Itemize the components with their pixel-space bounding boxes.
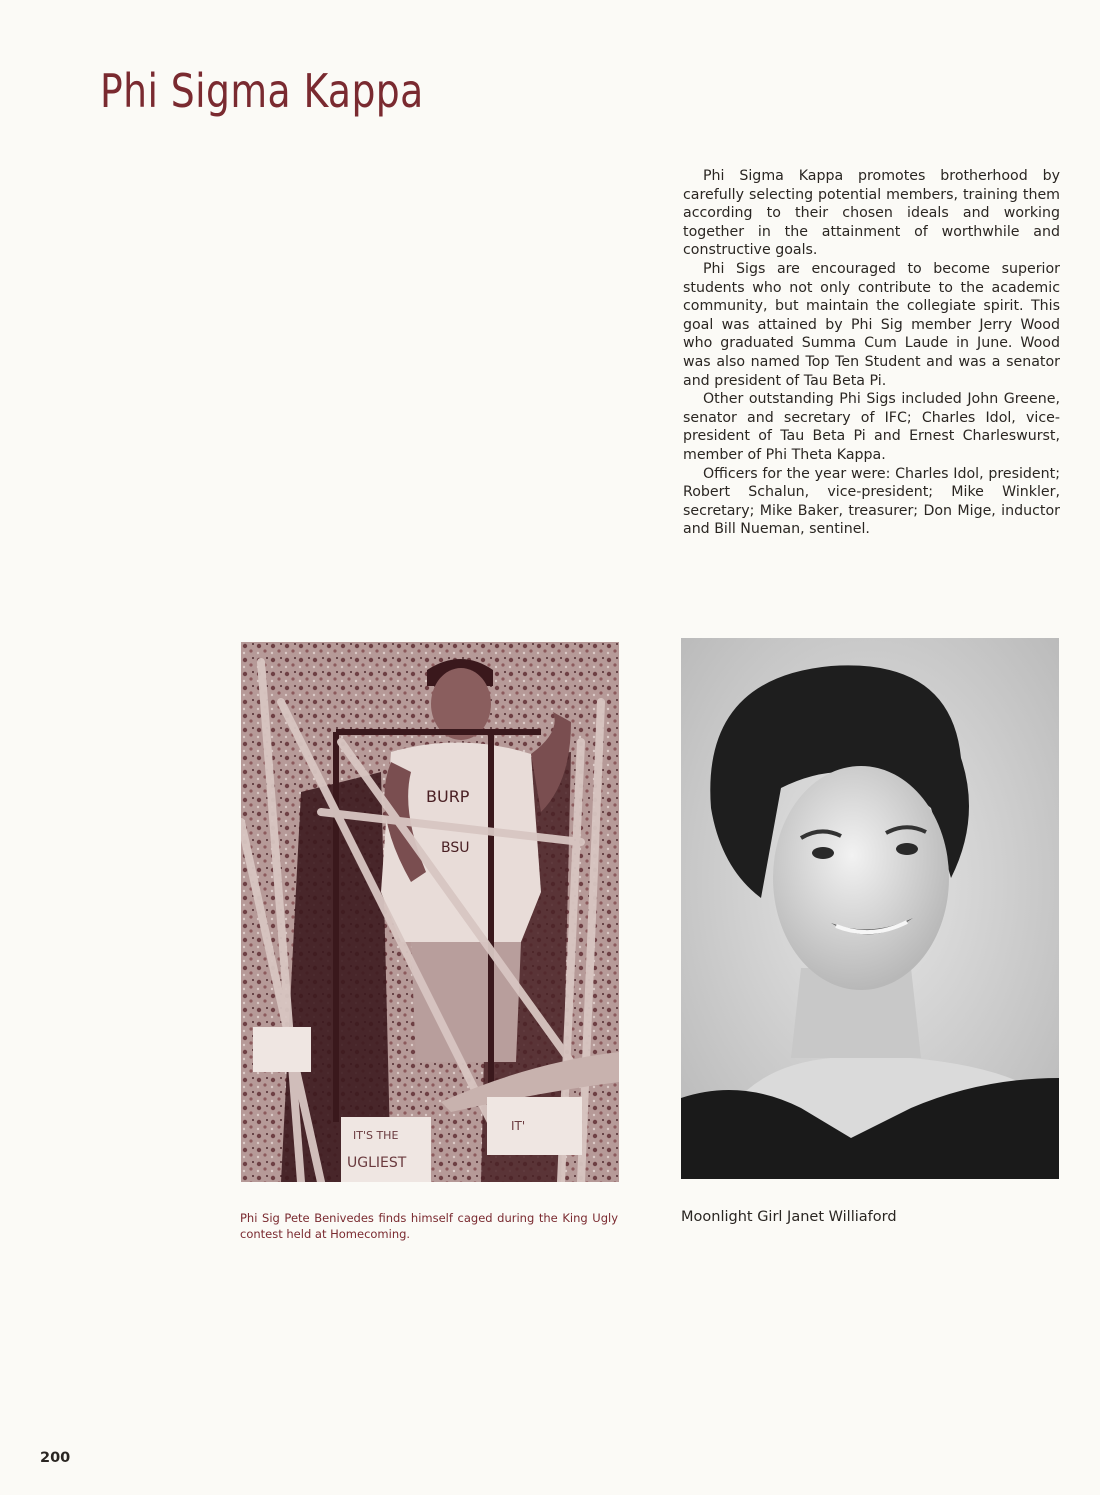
caged-man-photo (241, 642, 619, 1182)
page-number: 200 (40, 1450, 71, 1466)
paragraph: Phi Sigma Kappa promotes brotherhood by carefully selecting potential members, training them according to their chosen ideals and working together in the attainment of worthwhile and constructive goals. (683, 168, 1060, 259)
sign-text: UGLIEST (347, 1155, 407, 1171)
portrait-photo (681, 638, 1059, 1179)
page-title: Phi Sigma Kappa (100, 64, 424, 118)
article-body (683, 167, 1060, 539)
portrait-photo-art (681, 638, 1059, 1179)
paragraph: Other outstanding Phi Sigs included John Greene, senator and secretary of IFC; Charles Idol, vice-president of Tau Beta Pi and Ernest Charleswurst, member of Phi Theta Kappa. (683, 391, 1060, 463)
paragraph: Phi Sigs are encouraged to become superior students who not only contribute to the academic community, but maintain the collegiate spirit. This goal was attained by Phi Sig member Jerry Wood who graduated Summa Cum Laude in June. Wood was also named Top Ten Student and was a senator and president of Tau Beta Pi. (683, 260, 1060, 389)
paragraph: Officers for the year were: Charles Idol, president; Robert Schalun, vice-president; Mike Winkler, secretary; Mike Baker, treasurer; Don Mige, inductor and Bill Nueman, sentinel. (683, 465, 1060, 538)
sign-text: IT' (511, 1119, 526, 1133)
caged-man-caption: Phi Sig Pete Benivedes finds himself caged during the King Ugly contest held at Homecoming. (240, 1211, 618, 1241)
caged-man-photo-art (241, 642, 619, 1182)
shirt-text: BSU (441, 840, 470, 856)
shirt-text: BURP (426, 787, 470, 806)
sign-text: IT'S THE (353, 1129, 399, 1142)
portrait-caption: Moonlight Girl Janet Williaford (681, 1209, 897, 1225)
